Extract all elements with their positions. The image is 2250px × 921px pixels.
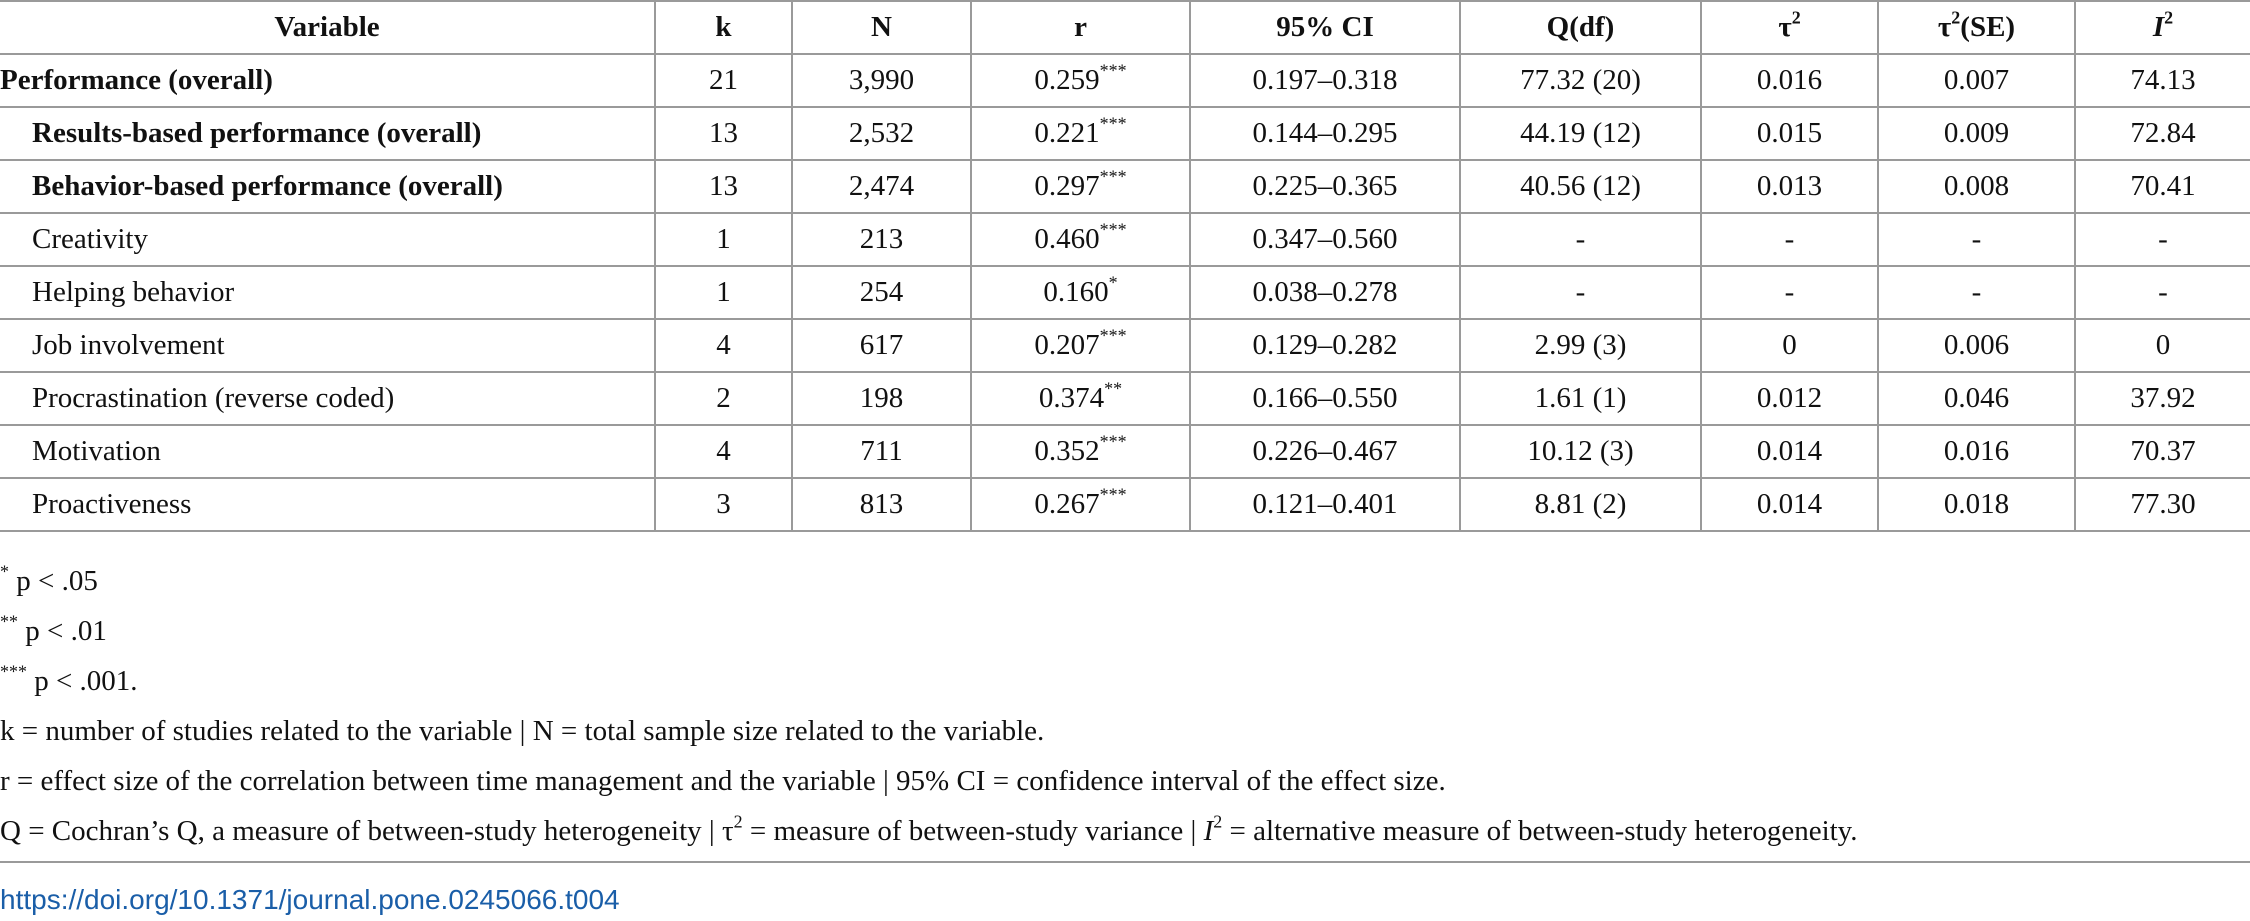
cell-n: 617 bbox=[792, 319, 971, 372]
r-significance: ** bbox=[1104, 378, 1123, 399]
cell-r bbox=[971, 266, 1190, 319]
cell-variable: Job involvement bbox=[0, 319, 655, 372]
cell-i2: 0 bbox=[2075, 319, 2250, 372]
cell-ci: 0.121–0.401 bbox=[1190, 478, 1460, 531]
cell-n: 198 bbox=[792, 372, 971, 425]
table-row bbox=[0, 160, 2250, 213]
cell-n: 711 bbox=[792, 425, 971, 478]
cell-i2: 37.92 bbox=[2075, 372, 2250, 425]
cell-q: 40.56 (12) bbox=[1460, 160, 1701, 213]
cell-tau2-se: - bbox=[1878, 266, 2075, 319]
table-row bbox=[0, 107, 2250, 160]
footnote-sig-001 bbox=[0, 656, 2250, 706]
header-i2-sup: 2 bbox=[2164, 7, 2174, 28]
footnote-text: p < .001. bbox=[26, 665, 138, 697]
r-significance: * bbox=[1108, 272, 1118, 293]
r-significance: *** bbox=[1099, 325, 1127, 346]
cell-variable: Procrastination (reverse coded) bbox=[0, 372, 655, 425]
r-value: 0.221 bbox=[1034, 117, 1100, 149]
header-tau2-base: τ bbox=[1778, 11, 1792, 43]
table-row bbox=[0, 213, 2250, 266]
table-footnotes bbox=[0, 556, 2250, 856]
cell-tau2: 0.012 bbox=[1701, 372, 1878, 425]
cell-tau2: - bbox=[1701, 213, 1878, 266]
header-r: r bbox=[971, 1, 1190, 54]
cell-tau2-se: 0.008 bbox=[1878, 160, 2075, 213]
cell-tau2-se: 0.016 bbox=[1878, 425, 2075, 478]
cell-tau2: 0.014 bbox=[1701, 425, 1878, 478]
header-q: Q(df) bbox=[1460, 1, 1701, 54]
footnote-q-part-a: Q = Cochran’s Q, a measure of between-study heterogeneity | τ bbox=[0, 815, 734, 847]
cell-i2: 70.41 bbox=[2075, 160, 2250, 213]
footnote-k-n: k = number of studies related to the variable | N = total sample size related to the variable. bbox=[0, 715, 1045, 747]
cell-n: 3,990 bbox=[792, 54, 971, 107]
cell-variable: Results-based performance (overall) bbox=[0, 107, 655, 160]
header-ci: 95% CI bbox=[1190, 1, 1460, 54]
cell-i2: - bbox=[2075, 266, 2250, 319]
cell-i2: - bbox=[2075, 213, 2250, 266]
cell-tau2-se: - bbox=[1878, 213, 2075, 266]
cell-k: 13 bbox=[655, 160, 792, 213]
r-significance: *** bbox=[1099, 219, 1127, 240]
table-row bbox=[0, 478, 2250, 531]
cell-k: 21 bbox=[655, 54, 792, 107]
cell-q: 2.99 (3) bbox=[1460, 319, 1701, 372]
cell-tau2: 0.016 bbox=[1701, 54, 1878, 107]
cell-k: 4 bbox=[655, 425, 792, 478]
cell-k: 1 bbox=[655, 266, 792, 319]
r-value: 0.207 bbox=[1034, 329, 1100, 361]
cell-k: 13 bbox=[655, 107, 792, 160]
cell-tau2-se: 0.007 bbox=[1878, 54, 2075, 107]
r-value: 0.352 bbox=[1034, 435, 1100, 467]
cell-i2: 72.84 bbox=[2075, 107, 2250, 160]
cell-q: 77.32 (20) bbox=[1460, 54, 1701, 107]
cell-tau2: 0.014 bbox=[1701, 478, 1878, 531]
header-n: N bbox=[792, 1, 971, 54]
cell-i2: 74.13 bbox=[2075, 54, 2250, 107]
cell-q: - bbox=[1460, 213, 1701, 266]
table-row bbox=[0, 372, 2250, 425]
r-value: 0.160 bbox=[1043, 276, 1109, 308]
footnote-mark: *** bbox=[0, 661, 27, 682]
cell-r bbox=[971, 160, 1190, 213]
cell-n: 813 bbox=[792, 478, 971, 531]
cell-tau2: - bbox=[1701, 266, 1878, 319]
r-significance: *** bbox=[1099, 113, 1127, 134]
cell-tau2-se: 0.006 bbox=[1878, 319, 2075, 372]
cell-tau2-se: 0.009 bbox=[1878, 107, 2075, 160]
cell-i2: 70.37 bbox=[2075, 425, 2250, 478]
cell-k: 4 bbox=[655, 319, 792, 372]
cell-tau2: 0 bbox=[1701, 319, 1878, 372]
cell-n: 2,532 bbox=[792, 107, 971, 160]
cell-ci: 0.197–0.318 bbox=[1190, 54, 1460, 107]
bottom-divider bbox=[0, 861, 2250, 863]
header-tau2se-base: τ bbox=[1937, 11, 1952, 43]
cell-ci: 0.225–0.365 bbox=[1190, 160, 1460, 213]
r-significance: *** bbox=[1099, 60, 1127, 81]
cell-n: 2,474 bbox=[792, 160, 971, 213]
cell-ci: 0.129–0.282 bbox=[1190, 319, 1460, 372]
cell-r bbox=[971, 319, 1190, 372]
footnote-q-i: I bbox=[1203, 815, 1214, 847]
r-value: 0.259 bbox=[1034, 64, 1100, 96]
cell-ci: 0.166–0.550 bbox=[1190, 372, 1460, 425]
r-significance: *** bbox=[1099, 166, 1127, 187]
cell-variable: Creativity bbox=[0, 213, 655, 266]
header-tau2se-sup: 2 bbox=[1951, 7, 1961, 28]
cell-tau2: 0.015 bbox=[1701, 107, 1878, 160]
cell-r bbox=[971, 54, 1190, 107]
cell-q: 8.81 (2) bbox=[1460, 478, 1701, 531]
cell-ci: 0.038–0.278 bbox=[1190, 266, 1460, 319]
table-row bbox=[0, 54, 2250, 107]
footnote-q-part-b: = measure of between-study variance | bbox=[742, 815, 1204, 847]
header-row bbox=[0, 1, 2250, 54]
doi-link[interactable]: https://doi.org/10.1371/journal.pone.0245066.t004 bbox=[0, 884, 620, 915]
cell-variable: Proactiveness bbox=[0, 478, 655, 531]
footnote-mark: ** bbox=[0, 611, 18, 632]
cell-n: 213 bbox=[792, 213, 971, 266]
cell-k: 1 bbox=[655, 213, 792, 266]
footnote-mark: * bbox=[0, 561, 9, 582]
cell-tau2-se: 0.018 bbox=[1878, 478, 2075, 531]
cell-tau2-se: 0.046 bbox=[1878, 372, 2075, 425]
footnote-text: p < .05 bbox=[8, 565, 98, 597]
cell-variable: Helping behavior bbox=[0, 266, 655, 319]
header-i2-base: I bbox=[2152, 11, 2165, 43]
table-row bbox=[0, 425, 2250, 478]
cell-r bbox=[971, 425, 1190, 478]
cell-variable: Motivation bbox=[0, 425, 655, 478]
footnote-q-sup-tau: 2 bbox=[733, 811, 743, 832]
cell-variable: Performance (overall) bbox=[0, 54, 655, 107]
table-row bbox=[0, 319, 2250, 372]
cell-ci: 0.144–0.295 bbox=[1190, 107, 1460, 160]
footnote-r-ci: r = effect size of the correlation between time management and the variable | 95% CI = confidence interval of the effect size. bbox=[0, 765, 1446, 797]
cell-r bbox=[971, 478, 1190, 531]
header-i2 bbox=[2075, 1, 2250, 54]
header-k: k bbox=[655, 1, 792, 54]
header-tau2 bbox=[1701, 1, 1878, 54]
r-value: 0.297 bbox=[1034, 170, 1100, 202]
cell-r bbox=[971, 107, 1190, 160]
cell-q: 1.61 (1) bbox=[1460, 372, 1701, 425]
cell-k: 3 bbox=[655, 478, 792, 531]
r-value: 0.374 bbox=[1038, 382, 1105, 414]
table-row bbox=[0, 266, 2250, 319]
cell-i2: 77.30 bbox=[2075, 478, 2250, 531]
cell-tau2: 0.013 bbox=[1701, 160, 1878, 213]
header-tau2-se bbox=[1878, 1, 2075, 54]
cell-n: 254 bbox=[792, 266, 971, 319]
r-value: 0.460 bbox=[1034, 223, 1100, 255]
footnote-q-part-c: = alternative measure of between-study heterogeneity. bbox=[1222, 815, 1858, 847]
header-tau2se-tail: (SE) bbox=[1960, 11, 2016, 43]
header-variable: Variable bbox=[0, 1, 655, 54]
cell-r bbox=[971, 213, 1190, 266]
r-value: 0.267 bbox=[1034, 488, 1100, 520]
footnote-q-sup-i: 2 bbox=[1213, 811, 1223, 832]
cell-q: - bbox=[1460, 266, 1701, 319]
r-significance: *** bbox=[1099, 431, 1127, 452]
cell-ci: 0.226–0.467 bbox=[1190, 425, 1460, 478]
footnote-q-tau-i2 bbox=[0, 806, 2250, 856]
cell-variable: Behavior-based performance (overall) bbox=[0, 160, 655, 213]
cell-r bbox=[971, 372, 1190, 425]
footnote-text: p < .01 bbox=[17, 615, 107, 647]
r-significance: *** bbox=[1099, 484, 1127, 505]
cell-ci: 0.347–0.560 bbox=[1190, 213, 1460, 266]
footnote-sig-05 bbox=[0, 556, 2250, 606]
cell-k: 2 bbox=[655, 372, 792, 425]
header-tau2-sup: 2 bbox=[1791, 7, 1801, 28]
cell-q: 44.19 (12) bbox=[1460, 107, 1701, 160]
footnote-sig-01 bbox=[0, 606, 2250, 656]
cell-q: 10.12 (3) bbox=[1460, 425, 1701, 478]
